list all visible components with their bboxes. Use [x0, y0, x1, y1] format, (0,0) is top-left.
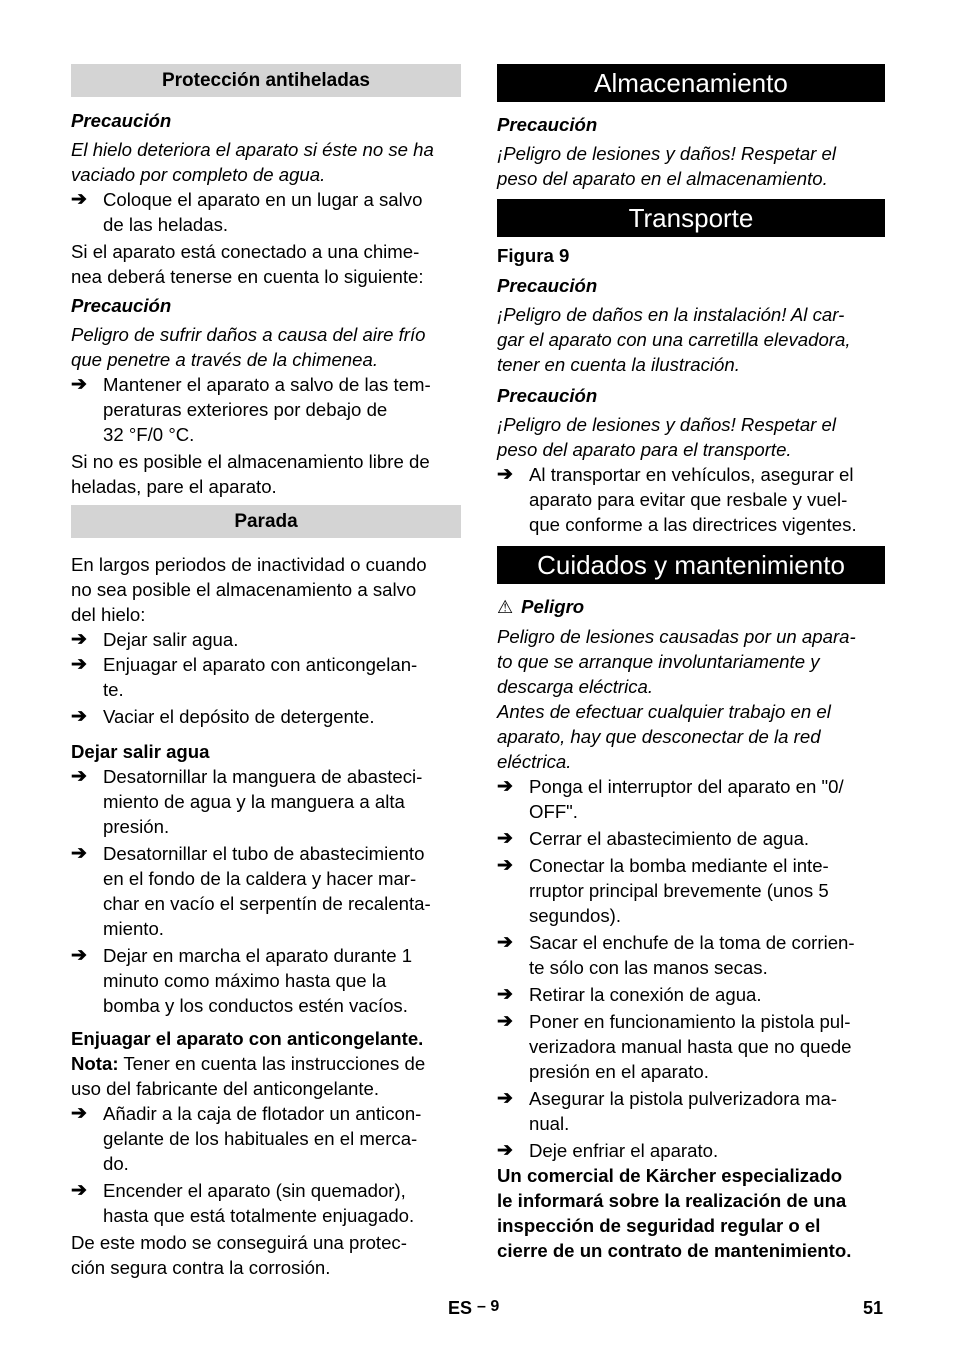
arrow-icon: ➔ [497, 1088, 513, 1109]
precaution-label: Precaución [71, 295, 172, 316]
list-item: ➔ Desatornillar el tubo de abastecimiento en el fondo de la caldera y hacer mar- char en vacío el serpentín de recalenta- miento. [71, 843, 431, 939]
danger-text: Peligro de lesiones causadas por un apara- to que se arranque involuntariamente y descarga eléctrica. Antes de efectuar cualquier trabajo en el aparato, hay que desconectar de la red eléctrica. [497, 626, 856, 772]
note-paragraph: Nota: Tener en cuenta las instrucciones de uso del fabricante del anticongelante. [71, 1053, 426, 1099]
arrow-icon: ➔ [71, 374, 87, 395]
paragraph: Si no es posible el almacenamiento libre de heladas, pare el aparato. [71, 451, 430, 497]
list-item: ➔ Deje enfriar el aparato. [497, 1140, 719, 1161]
precaution-label: Precaución [497, 114, 598, 135]
list-item: ➔ Dejar salir agua. [71, 629, 239, 650]
list-item: ➔ Vaciar el depósito de detergente. [71, 706, 375, 727]
arrow-icon: ➔ [71, 189, 87, 210]
list-item: ➔ Sacar el enchufe de la toma de corrien- te sólo con las manos secas. [497, 932, 855, 978]
arrow-icon: ➔ [71, 706, 87, 727]
heading-cuidados-mantenimiento: Cuidados y mantenimiento [497, 546, 885, 584]
subheading-dejar-salir-agua: Dejar salir agua [71, 741, 210, 762]
arrow-icon: ➔ [497, 828, 513, 849]
list-item: ➔ Retirar la conexión de agua. [497, 984, 762, 1005]
right-column [497, 64, 885, 1263]
heading-parada: Parada [71, 505, 461, 538]
precaution-label: Precaución [497, 275, 598, 296]
arrow-icon: ➔ [71, 654, 87, 675]
arrow-icon: ➔ [497, 984, 513, 1005]
list-item: ➔ Asegurar la pistola pulverizadora ma- nual. [497, 1088, 837, 1134]
precaution-label: Precaución [71, 110, 172, 131]
list-item: ➔ Coloque el aparato en un lugar a salvo de las heladas. [71, 189, 423, 235]
arrow-icon: ➔ [497, 855, 513, 876]
arrow-icon: ➔ [71, 629, 87, 650]
paragraph: Si el aparato está conectado a una chime- nea deberá tenerse en cuenta lo siguiente: [71, 241, 424, 287]
list-item: ➔ Desatornillar la manguera de abasteci- miento de agua y la manguera a alta presión. [71, 766, 423, 837]
heading-almacenamiento: Almacenamiento [497, 64, 885, 102]
list-item: ➔ Al transportar en vehículos, asegurar el aparato para evitar que resbale y vuel- que conforme a las directrices vigentes. [497, 464, 857, 535]
arrow-icon: ➔ [497, 932, 513, 953]
note-label: Nota: [71, 1053, 119, 1074]
list-item: ➔ Mantener el aparato a salvo de las tem- peraturas exteriores por debajo de 32 °F/0 °C. [71, 374, 431, 445]
heading-proteccion-antiheladas: Protección antiheladas [71, 64, 461, 97]
precaution-text: El hielo deteriora el aparato si éste no se ha vaciado por completo de agua. [71, 139, 434, 185]
figure-reference: Figura 9 [497, 245, 570, 266]
arrow-icon: ➔ [497, 1140, 513, 1161]
left-column [71, 64, 461, 1280]
precaution-text: ¡Peligro de lesiones y daños! Respetar el peso del aparato para el transporte. [497, 414, 837, 460]
arrow-icon: ➔ [71, 1103, 87, 1124]
footer-lang: ES – 9 [448, 1298, 500, 1318]
precaution-text: ¡Peligro de daños en la instalación! Al car- gar el aparato con una carretilla elevadora, tener en cuenta la ilustración. [497, 304, 851, 375]
closing-paragraph: Un comercial de Kärcher especializado le informará sobre la realización de una inspección de seguridad regular o el cierre de un contrato de mantenimiento. [497, 1165, 852, 1261]
footer-page-local: – 9 [477, 1298, 500, 1315]
paragraph: De este modo se conseguirá una protec- ción segura contra la corrosión. [71, 1232, 407, 1278]
arrow-icon: ➔ [71, 1180, 87, 1201]
footer-page-number: 51 [863, 1298, 884, 1318]
list-item: ➔ Dejar en marcha el aparato durante 1 minuto como máximo hasta que la bomba y los conductos estén vacíos. [71, 945, 413, 1016]
paragraph: En largos periodos de inactividad o cuando no sea posible el almacenamiento a salvo del hielo: [71, 554, 427, 625]
list-item: ➔ Encender el aparato (sin quemador), hasta que está totalmente enjuagado. [71, 1180, 415, 1226]
arrow-icon: ➔ [71, 843, 87, 864]
list-item: ➔ Poner en funcionamiento la pistola pul- verizadora manual hasta que no quede presión en el aparato. [497, 1011, 852, 1082]
list-item: ➔ Añadir a la caja de flotador un anticon- gelante de los habituales en el merca- do. [71, 1103, 422, 1174]
precaution-label: Precaución [497, 385, 598, 406]
list-item: ➔ Conectar la bomba mediante el inte- rruptor principal brevemente (unos 5 segundos). [497, 855, 829, 926]
heading-transporte: Transporte [497, 199, 885, 237]
list-item: ➔ Cerrar el abastecimiento de agua. [497, 828, 810, 849]
list-item: ➔ Enjuagar el aparato con anticongelan- te. [71, 654, 418, 700]
arrow-icon: ➔ [71, 766, 87, 787]
arrow-icon: ➔ [497, 1011, 513, 1032]
arrow-icon: ➔ [71, 945, 87, 966]
arrow-icon: ➔ [497, 464, 513, 485]
precaution-text: ¡Peligro de lesiones y daños! Respetar el peso del aparato en el almacenamiento. [497, 143, 837, 189]
arrow-icon: ➔ [497, 776, 513, 797]
list-item: ➔ Ponga el interruptor del aparato en "0/ OFF". [497, 776, 844, 822]
danger-label: ⚠ Peligro [497, 596, 585, 617]
subheading-enjuagar: Enjuagar el aparato con anticongelante. [71, 1028, 424, 1049]
warning-icon: ⚠ [497, 597, 514, 617]
precaution-text: Peligro de sufrir daños a causa del aire frío que penetre a través de la chimenea. [71, 324, 426, 370]
